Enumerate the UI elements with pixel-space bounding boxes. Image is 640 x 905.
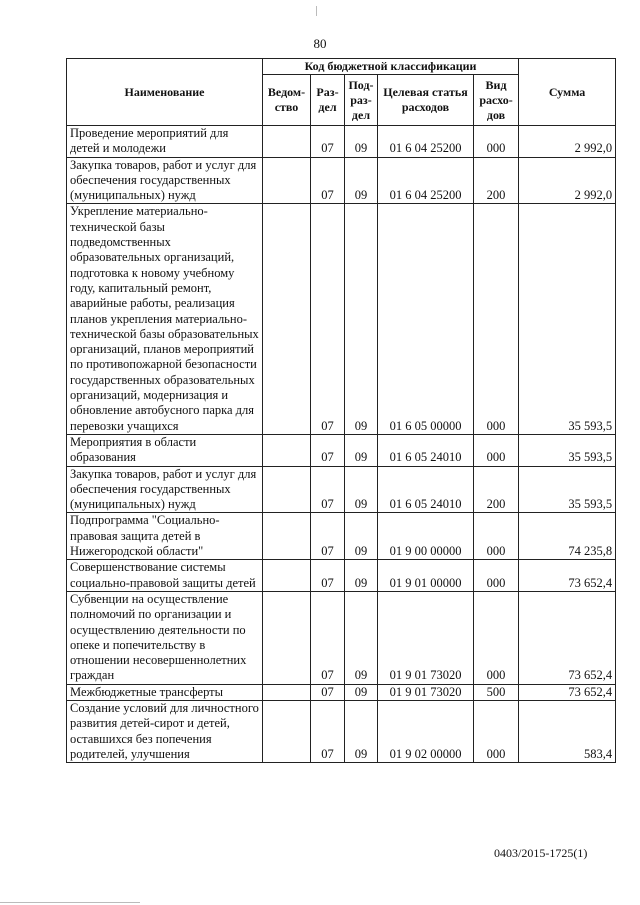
page-number: 80 — [313, 36, 327, 51]
row-expense-type: 000 — [474, 513, 519, 560]
row-sum: 73 652,4 — [519, 684, 616, 700]
row-vedomstvo — [263, 591, 311, 684]
row-sum: 583,4 — [519, 700, 616, 762]
row-target-article: 01 6 05 00000 — [378, 204, 474, 434]
row-target-article: 01 9 01 73020 — [378, 684, 474, 700]
row-razdel: 07 — [311, 126, 345, 158]
row-vedomstvo — [263, 434, 311, 466]
row-expense-type: 000 — [474, 434, 519, 466]
row-sum: 35 593,5 — [519, 204, 616, 434]
table-row — [67, 434, 616, 466]
row-vedomstvo — [263, 157, 311, 204]
table-row — [67, 591, 616, 684]
row-target-article: 01 9 01 00000 — [378, 560, 474, 592]
header-name: Наименование — [67, 59, 263, 126]
row-razdel: 07 — [311, 157, 345, 204]
row-sum: 2 992,0 — [519, 157, 616, 204]
row-expense-type: 000 — [474, 204, 519, 434]
row-target-article: 01 6 04 25200 — [378, 126, 474, 158]
row-sum: 35 593,5 — [519, 466, 616, 513]
row-sum: 73 652,4 — [519, 560, 616, 592]
row-podrazdel: 09 — [345, 560, 378, 592]
row-podrazdel: 09 — [345, 434, 378, 466]
row-sum: 73 652,4 — [519, 591, 616, 684]
row-expense-type: 200 — [474, 157, 519, 204]
row-expense-type: 500 — [474, 684, 519, 700]
row-target-article: 01 9 02 00000 — [378, 700, 474, 762]
row-expense-type: 000 — [474, 560, 519, 592]
header-sum: Сумма — [519, 59, 616, 126]
row-vedomstvo — [263, 560, 311, 592]
row-vedomstvo — [263, 684, 311, 700]
row-podrazdel: 09 — [345, 204, 378, 434]
row-name: Проведение мероприятий для детей и молодежи — [67, 126, 263, 158]
row-name: Закупка товаров, работ и услуг для обеспечения государственных (муниципальных) нужд — [67, 466, 263, 513]
table-row — [67, 126, 616, 158]
table-row — [67, 204, 616, 434]
scan-artifact — [316, 6, 317, 16]
row-vedomstvo — [263, 700, 311, 762]
table-row — [67, 466, 616, 513]
row-razdel: 07 — [311, 466, 345, 513]
row-name: Закупка товаров, работ и услуг для обеспечения государственных (муниципальных) нужд — [67, 157, 263, 204]
row-razdel: 07 — [311, 684, 345, 700]
row-razdel: 07 — [311, 513, 345, 560]
row-name: Межбюджетные трансферты — [67, 684, 263, 700]
row-razdel: 07 — [311, 700, 345, 762]
row-vedomstvo — [263, 126, 311, 158]
row-expense-type: 000 — [474, 591, 519, 684]
row-target-article: 01 6 05 24010 — [378, 434, 474, 466]
table-row — [67, 157, 616, 204]
budget-table — [66, 58, 616, 763]
row-sum: 2 992,0 — [519, 126, 616, 158]
row-target-article: 01 9 00 00000 — [378, 513, 474, 560]
row-target-article: 01 6 05 24010 — [378, 466, 474, 513]
scan-artifact — [0, 902, 140, 903]
row-podrazdel: 09 — [345, 157, 378, 204]
header-classification-group: Код бюджетной классификации — [263, 59, 519, 75]
row-vedomstvo — [263, 204, 311, 434]
row-target-article: 01 9 01 73020 — [378, 591, 474, 684]
header-vedomstvo: Ведом-ство — [263, 75, 311, 126]
table-row — [67, 560, 616, 592]
row-name: Мероприятия в области образования — [67, 434, 263, 466]
row-podrazdel: 09 — [345, 466, 378, 513]
document-code: 0403/2015-1725(1) — [494, 846, 588, 860]
row-name: Совершенствование системы социально-правовой защиты детей — [67, 560, 263, 592]
row-podrazdel: 09 — [345, 591, 378, 684]
table-row — [67, 684, 616, 700]
row-expense-type: 200 — [474, 466, 519, 513]
row-name: Подпрограмма "Социально-правовая защита детей в Нижегородской области" — [67, 513, 263, 560]
row-razdel: 07 — [311, 434, 345, 466]
row-vedomstvo — [263, 466, 311, 513]
row-name: Укрепление материально-технической базы подведомственных образовательных организаций, подготовка к новому учебному году, капитальный ремонт, аварийные работы, реализация планов укрепления материально-технической базы образовательных организаций, планов мероприятий по противопожарной безопасности государственных образовательных организаций, модернизация и обновление автобусного парка для перевозки учащихся — [67, 204, 263, 434]
row-podrazdel: 09 — [345, 684, 378, 700]
row-razdel: 07 — [311, 591, 345, 684]
row-podrazdel: 09 — [345, 126, 378, 158]
row-sum: 74 235,8 — [519, 513, 616, 560]
row-expense-type: 000 — [474, 126, 519, 158]
header-expense-type: Вид расхо-дов — [474, 75, 519, 126]
row-vedomstvo — [263, 513, 311, 560]
row-sum: 35 593,5 — [519, 434, 616, 466]
row-podrazdel: 09 — [345, 513, 378, 560]
row-expense-type: 000 — [474, 700, 519, 762]
header-razdel: Раз-дел — [311, 75, 345, 126]
row-name: Субвенции на осуществление полномочий по организации и осуществлению деятельности по опеке и попечительству в отношении несовершеннолетних граждан — [67, 591, 263, 684]
row-podrazdel: 09 — [345, 700, 378, 762]
row-name: Создание условий для личностного развития детей-сирот и детей, оставшихся без попечения родителей, улучшения — [67, 700, 263, 762]
row-razdel: 07 — [311, 204, 345, 434]
table-row — [67, 700, 616, 762]
row-target-article: 01 6 04 25200 — [378, 157, 474, 204]
row-razdel: 07 — [311, 560, 345, 592]
header-podrazdel: Под-раз-дел — [345, 75, 378, 126]
table-row — [67, 513, 616, 560]
header-target-article: Целевая статья расходов — [378, 75, 474, 126]
